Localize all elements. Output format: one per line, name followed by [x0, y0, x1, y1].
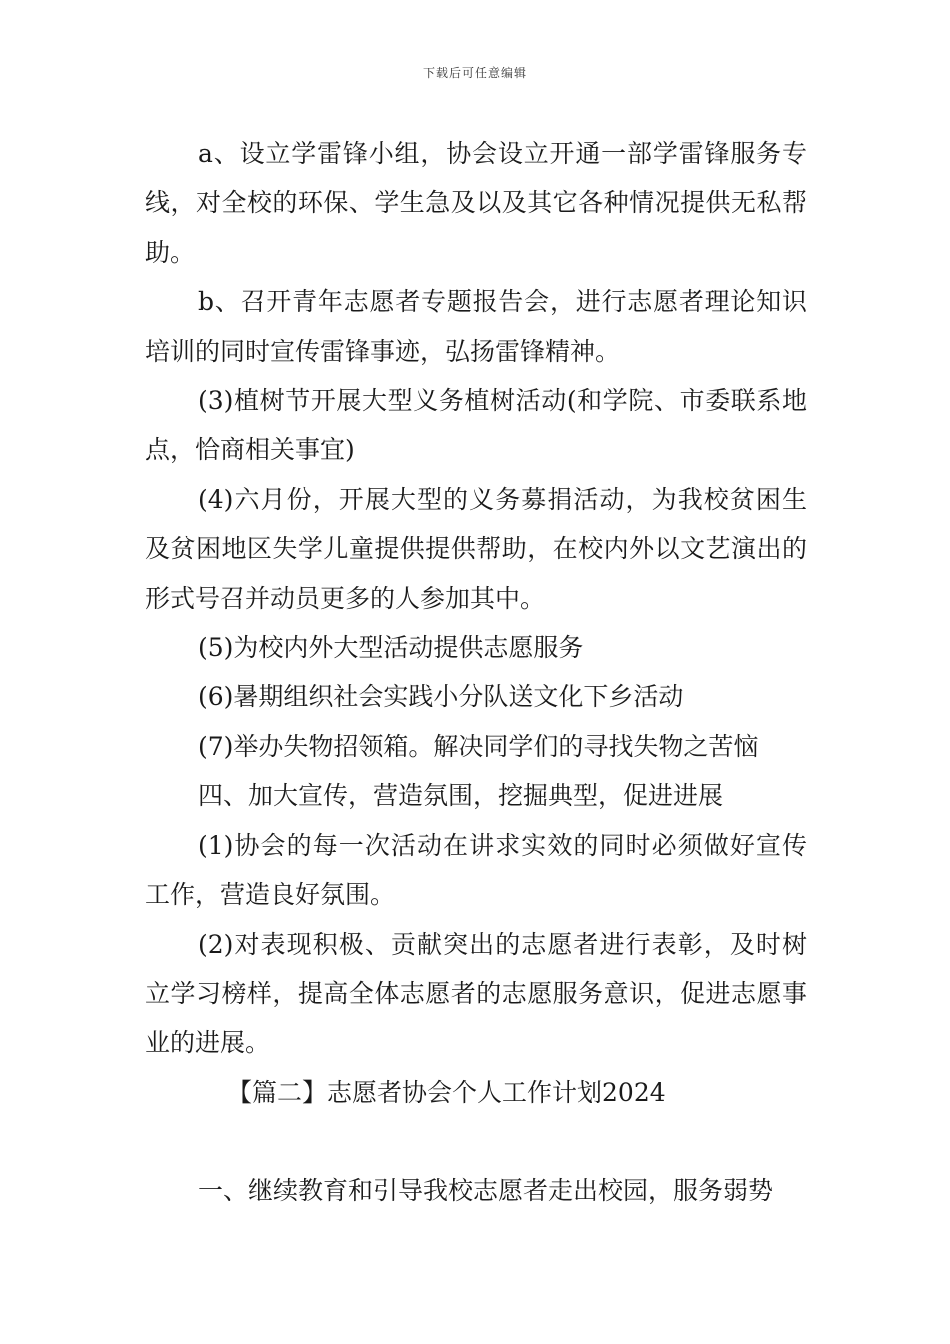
page-header: 下载后可任意编辑	[422, 66, 527, 80]
paragraph-4: (4)六月份，开展大型的义务募捐活动，为我校贫困生及贫困地区失学儿童提供提供帮助，在校内外以文艺演出的形式号召并动员更多的人参加其中。	[145, 484, 807, 613]
spacer	[145, 1117, 807, 1166]
paragraph-7: (7)举办失物招领箱。解决同学们的寻找失物之苦恼	[198, 731, 759, 761]
paragraph-3: (3)植树节开展大型义务植树活动(和学院、市委联系地点，恰商相关事宜)	[145, 386, 807, 465]
paragraph-four-1: (1)协会的每一次活动在讲求实效的同时必须做好宣传工作，营造良好氛围。	[145, 830, 807, 910]
paragraph-a: a、设立学雷锋小组，协会设立开通一部学雷锋服务专线，对全校的环保、学生急及以及其它各种情况提供无私帮助。	[145, 139, 807, 267]
document-body	[145, 129, 807, 1216]
paragraph-5: (5)为校内外大型活动提供志愿服务	[198, 633, 584, 663]
paragraph-four-2: (2)对表现积极、贡献突出的志愿者进行表彰，及时树立学习榜样，提高全体志愿者的志愿服务意识，促进志愿事业的进展。	[145, 929, 807, 1058]
paragraph-6: (6)暑期组织社会实践小分队送文化下乡活动	[198, 682, 684, 712]
paragraph-b: b、召开青年志愿者专题报告会，进行志愿者理论知识培训的同时宣传雷锋事迹，弘扬雷锋精神。	[145, 287, 807, 366]
section-title: 【篇二】志愿者协会个人工作计划2024	[227, 1077, 666, 1107]
paragraph-one: 一、继续教育和引导我校志愿者走出校园，服务弱势	[198, 1176, 774, 1206]
section-heading-four: 四、加大宣传，营造氛围，挖掘典型，促进进展	[198, 781, 724, 811]
